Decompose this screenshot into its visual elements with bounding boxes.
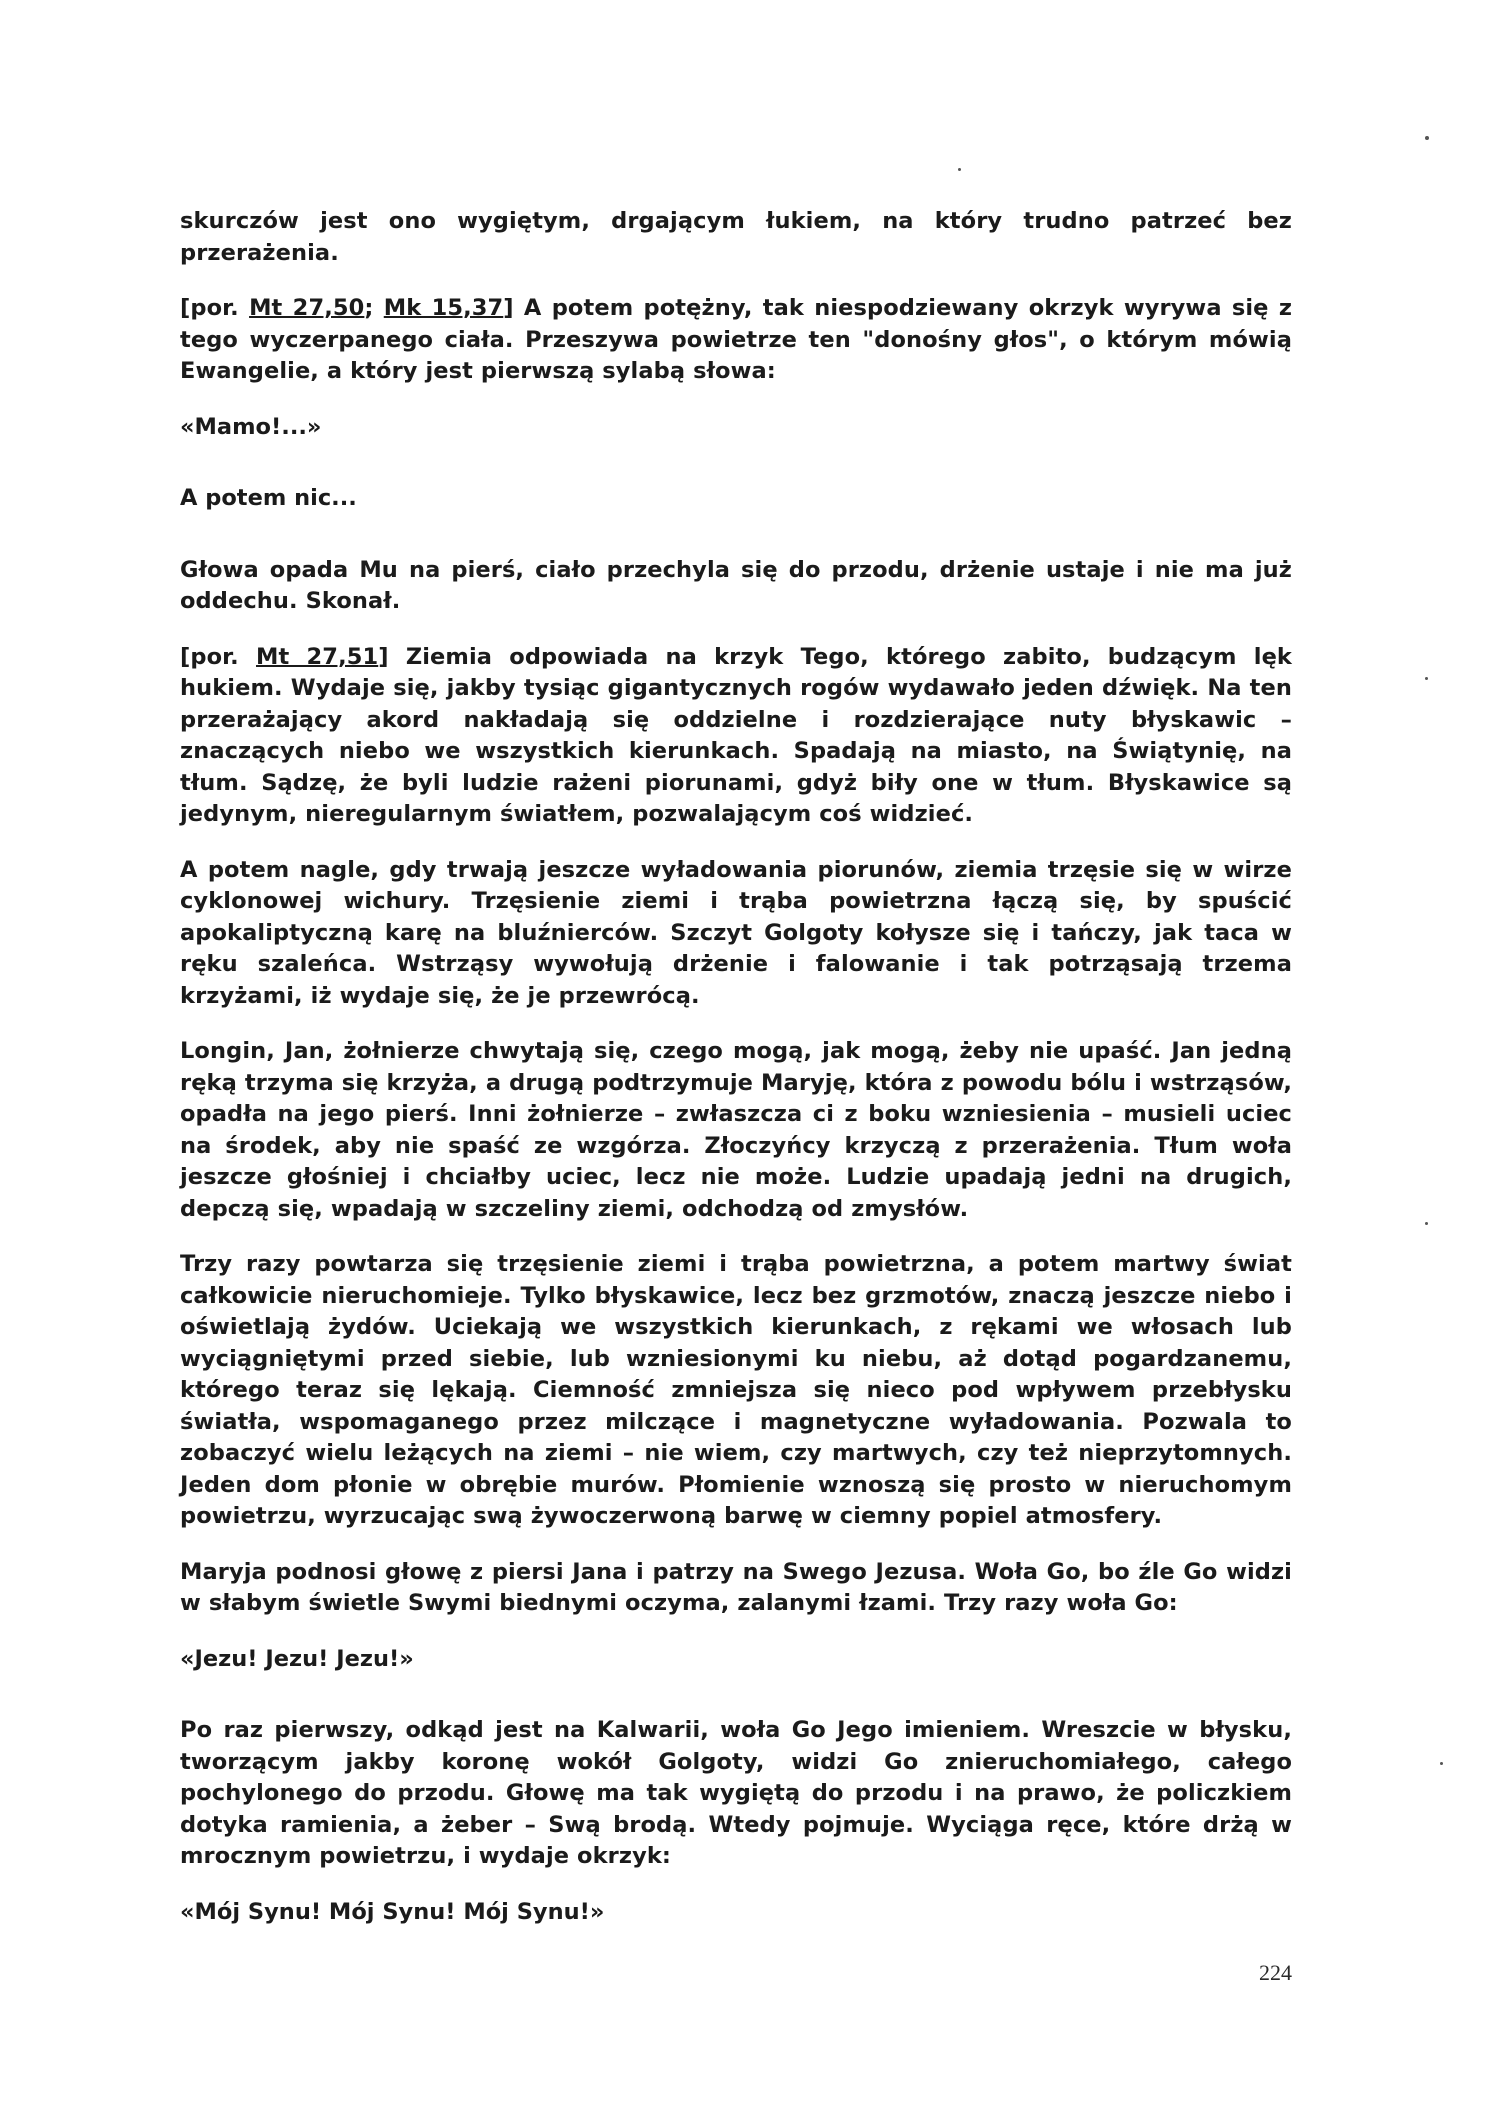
paragraph-5: Głowa opada Mu na pierś, ciało przechyla się do przodu, drżenie ustaje i nie ma już oddechu. Skonał. — [180, 556, 1292, 614]
paragraph-1: skurczów jest ono wygiętym, drgającym łukiem, na który trudno patrzeć bez przerażenia. — [180, 208, 1292, 266]
paragraph-2 — [180, 293, 1292, 388]
page-number: 224 — [1259, 1960, 1292, 1985]
paragraph-a-potem-nic: A potem nic... — [180, 485, 357, 511]
paragraph-10: Maryja podnosi głowę z piersi Jana i patrzy na Swego Jezusa. Woła Go, bo źle Go widzi w słabym świetle Swymi biednymi oczyma, zalanymi łzami. Trzy razy woła Go: — [180, 1558, 1292, 1616]
scan-speck — [1440, 1762, 1443, 1765]
scripture-link-mt-27-51[interactable]: Mt 27,51 — [256, 643, 379, 670]
paragraph-6 — [180, 642, 1292, 831]
paragraph-6-text: ] Ziemia odpowiada na krzyk Tego, którego zabito, budzącym lęk hukiem. Wydaje się, jakby tysiąc gigantycznych rogów wydawało jeden dźwięk. Na ten przerażający akord nakładają się oddzielne i rozdzierające nuty błyskawic – znaczących niebo we wszystkich kierunkach. Spadają na miasto, na Świątynię, na tłum. Sądzę, że byli ludzie rażeni piorunami, gdyż biły one w tłum. Błyskawice są jedynym, nieregularnym światłem, pozwalającym coś widzieć. — [180, 643, 1293, 827]
ref-prefix: [por. — [180, 643, 256, 670]
scan-speck — [1425, 136, 1429, 140]
scan-speck — [1425, 1222, 1428, 1225]
paragraph-12: Po raz pierwszy, odkąd jest na Kalwarii, woła Go Jego imieniem. Wreszcie w błysku, tworzącym jakby koronę wokół Golgoty, widzi Go znieruchomiałego, całego pochylonego do przodu. Głowę ma tak wygiętą do przodu i na prawo, że policzkiem dotyka ramienia, a żeber – Swą brodą. Wtedy pojmuje. Wyciąga ręce, które drżą w mrocznym powietrzu, i wydaje okrzyk: — [180, 1717, 1292, 1869]
document-body — [180, 206, 1292, 1968]
scripture-link-mt-27-50[interactable]: Mt 27,50 — [249, 295, 365, 321]
paragraph-7: A potem nagle, gdy trwają jeszcze wyładowania piorunów, ziemia trzęsie się w wirze cyklonowej wichury. Trzęsienie ziemi i trąba powietrzna łączą się, by spuścić apokaliptyczną karę na bluźnierców. Szczyt Golgoty kołysze się i tańczy, jak taca w ręku szaleńca. Wstrząsy wywołują drżenie i falowanie i tak potrząsają trzema krzyżami, iż wydaje się, że je przewrócą. — [180, 856, 1292, 1009]
ref-separator: ; — [364, 295, 384, 321]
paragraph-8: Longin, Jan, żołnierze chwytają się, czego mogą, jak mogą, żeby nie upaść. Jan jedną ręką trzyma się krzyża, a drugą podtrzymuje Maryję, która z powodu bólu i wstrząsów, opadła na jego pierś. Inni żołnierze – zwłaszcza ci z boku wzniesienia – musieli uciec na środek, aby nie spaść ze wzgórza. Złoczyńcy krzyczą z przerażenia. Tłum woła jeszcze głośniej i chciałby uciec, lecz nie może. Ludzie upadają jedni na drugich, depczą się, wpadają w szczeliny ziemi, odchodzą od zmysłów. — [180, 1038, 1292, 1222]
paragraph-9: Trzy razy powtarza się trzęsienie ziemi i trąba powietrzna, a potem martwy świat całkowicie nieruchomieje. Tylko błyskawice, lecz bez grzmotów, znaczą jeszcze niebo i oświetlają żydów. Uciekają we wszystkich kierunkach, z rękami we włosach lub wyciągniętymi przed siebie, lub wzniesionymi ku niebu, aż dotąd pogardzanemu, którego teraz się lękają. Ciemność zmniejsza się nieco pod wpływem przebłysku światła, wspomaganego przez milczące i magnetyczne wyładowania. Pozwala to zobaczyć wielu leżących na ziemi – nie wiem, czy martwych, czy też nieprzytomnych. Jeden dom płonie w obrębie murów. Płomienie wznoszą się prosto w nieruchomym powietrzu, wyrzucając swą żywoczerwoną barwę w ciemny popiel atmosfery. — [180, 1251, 1292, 1529]
ref-prefix: [por. — [180, 295, 250, 321]
quote-jezu: «Jezu! Jezu! Jezu!» — [180, 1645, 414, 1672]
scripture-link-mk-15-37[interactable]: Mk 15,37 — [383, 295, 504, 321]
scan-speck — [1425, 677, 1428, 680]
quote-mamo: «Mamo!...» — [180, 413, 322, 440]
scan-speck — [958, 168, 961, 171]
quote-moj-synu: «Mój Synu! Mój Synu! Mój Synu!» — [180, 1898, 605, 1925]
paragraph-2-text: ] A potem potężny, tak niespodziewany okrzyk wyrywa się z tego wyczerpanego ciała. Przeszywa powietrze ten "donośny głos", o którym mówią Ewangelie, a który jest pierwszą sylabą słowa: — [180, 295, 1293, 384]
